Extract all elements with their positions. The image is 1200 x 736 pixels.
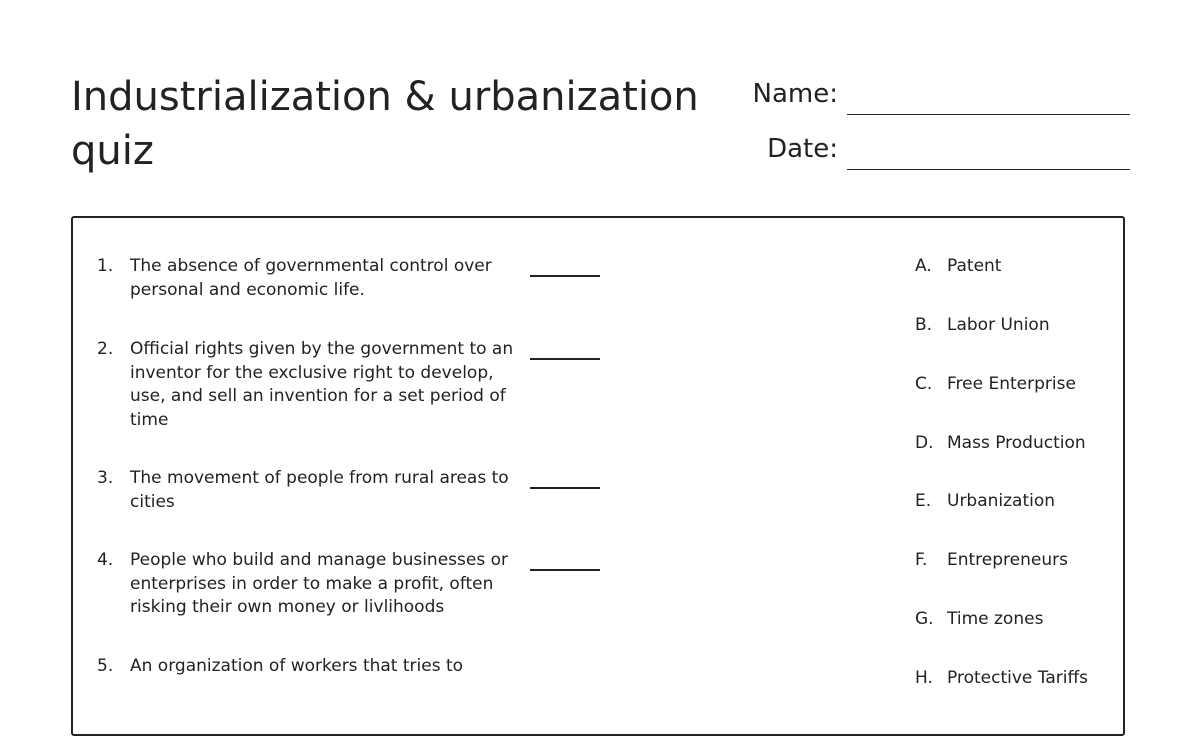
answer-text: Mass Production xyxy=(947,433,1086,453)
answer-letter: D. xyxy=(915,433,934,453)
answer-text: Time zones xyxy=(947,609,1044,629)
date-label: Date: xyxy=(767,134,838,164)
answer-option-h xyxy=(915,667,1115,691)
answer-blank[interactable] xyxy=(530,358,600,360)
question-number: 4. xyxy=(97,550,114,570)
question-text: An organization of workers that tries to xyxy=(130,656,464,676)
answer-text: Free Enterprise xyxy=(947,374,1076,394)
answer-letter: B. xyxy=(915,315,933,335)
answer-option-c xyxy=(915,373,1115,397)
answer-text: Patent xyxy=(947,256,1002,276)
page-title: Industrialization & urbanization quiz xyxy=(71,74,699,174)
answer-blank[interactable] xyxy=(530,275,600,277)
answer-text: Entrepreneurs xyxy=(947,550,1068,570)
answer-text: Protective Tariffs xyxy=(947,668,1089,688)
answer-option-a xyxy=(915,255,1115,279)
name-blank-line[interactable] xyxy=(847,114,1130,115)
answer-option-b xyxy=(915,314,1115,338)
question-number: 2. xyxy=(97,339,114,359)
answer-letter: E. xyxy=(915,491,932,511)
name-field xyxy=(740,74,1130,114)
answer-option-e xyxy=(915,490,1115,514)
answer-text: Urbanization xyxy=(947,491,1056,511)
question-number: 5. xyxy=(97,656,114,676)
answer-blank[interactable] xyxy=(530,487,600,489)
date-blank-line[interactable] xyxy=(847,169,1130,170)
answer-letter: F. xyxy=(915,550,928,570)
answer-text: Labor Union xyxy=(947,315,1050,335)
name-label: Name: xyxy=(752,79,838,109)
question-text: The absence of governmental control over personal and economic life. xyxy=(130,256,492,300)
answer-letter: G. xyxy=(915,609,934,629)
answer-option-f xyxy=(915,549,1115,573)
answer-option-d xyxy=(915,432,1115,456)
answer-option-g xyxy=(915,608,1115,632)
quiz-box xyxy=(71,216,1125,736)
answer-letter: C. xyxy=(915,374,933,394)
question-text: People who build and manage businesses or enterprises in order to make a profit, often risking their own money or livlihoods xyxy=(130,550,508,617)
answer-letter: H. xyxy=(915,668,933,688)
answer-letter: A. xyxy=(915,256,932,276)
question-text: Official rights given by the government to an inventor for the exclusive right to develop, use, and sell an invention for a set period of time xyxy=(130,339,514,430)
question-number: 1. xyxy=(97,256,114,276)
date-field xyxy=(740,129,1130,169)
question-text: The movement of people from rural areas to cities xyxy=(130,468,509,512)
question-number: 3. xyxy=(97,468,114,488)
answer-blank[interactable] xyxy=(530,569,600,571)
